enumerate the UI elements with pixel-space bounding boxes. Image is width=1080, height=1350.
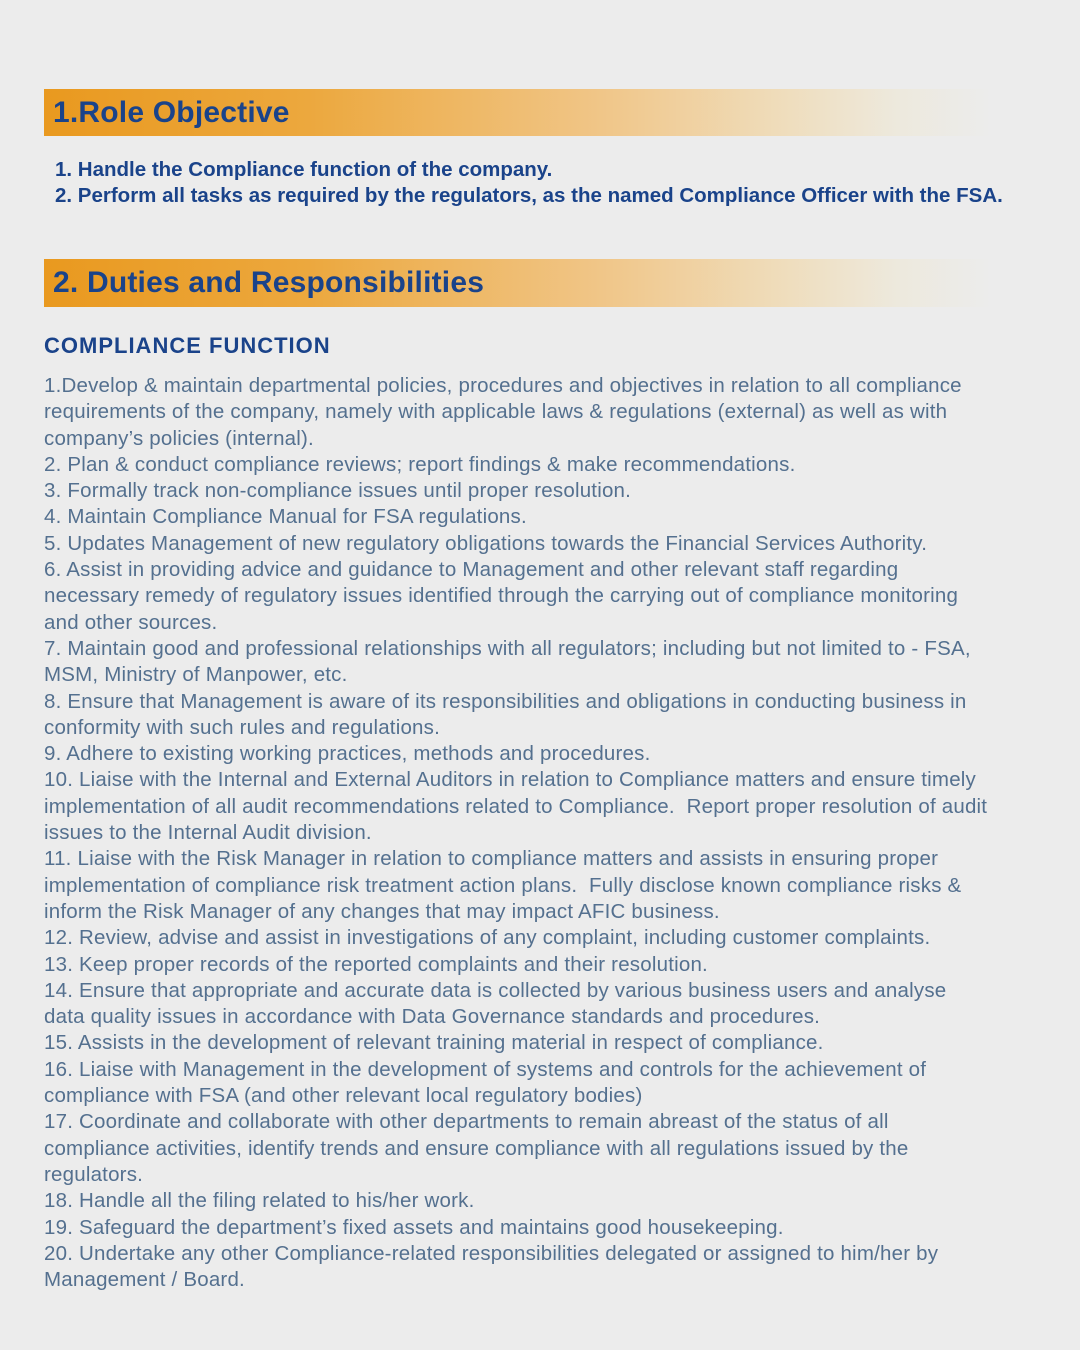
list-item: 18. Handle all the filing related to his/her work. — [44, 1189, 475, 1213]
role-objective-heading-bar — [44, 89, 992, 136]
list-item: 9. Adhere to existing working practices, methods and procedures. — [44, 742, 651, 766]
list-item: 5. Updates Management of new regulatory obligations towards the Financial Services Authority. — [44, 531, 928, 555]
list-item: 1.Develop & maintain departmental policies, procedures and objectives in relation to all compliance requirements of the company, namely with applicable laws & regulations (external) as well as with company’s policies (internal). — [44, 374, 968, 450]
list-item: 14. Ensure that appropriate and accurate data is collected by various business users and analyse data quality issues in accordance with Data Governance standards and procedures. — [44, 978, 953, 1029]
list-item: 20. Undertake any other Compliance-related responsibilities delegated or assigned to him/her by Management / Board. — [44, 1241, 945, 1292]
duties-heading: 2. Duties and Responsibilities — [53, 266, 485, 299]
duties-list — [44, 373, 992, 1293]
list-item: 6. Assist in providing advice and guidance to Management and other relevant staff regarding necessary remedy of regulatory issues identified through the carrying out of compliance monitoring and other sources. — [44, 558, 964, 634]
list-item: 12. Review, advise and assist in investigations of any complaint, including customer complaints. — [44, 926, 931, 950]
list-item: 17. Coordinate and collaborate with other departments to remain abreast of the status of all compliance activities, identify trends and ensure compliance with all regulations issued by the regulators. — [44, 1110, 915, 1186]
list-item: 19. Safeguard the department’s fixed assets and maintains good housekeeping. — [44, 1215, 784, 1239]
list-item: 1. Handle the Compliance function of the company. — [55, 158, 553, 181]
list-item: 8. Ensure that Management is aware of its responsibilities and obligations in conducting business in conformity with such rules and regulations. — [44, 689, 973, 739]
list-item: 7. Maintain good and professional relationships with all regulators; including but not limited to - FSA, MSM, Ministry of Manpower, etc. — [44, 636, 977, 687]
list-item: 10. Liaise with the Internal and External Auditors in relation to Compliance matters and ensure timely implementation of all audit recommendations related to Compliance. Report proper resolution of audit issues to the Internal Audit division. — [44, 768, 994, 845]
duties-section — [0, 259, 1080, 1293]
list-item: 2. Plan & conduct compliance reviews; report findings & make recommendations. — [44, 452, 796, 476]
role-objective-section — [0, 89, 1080, 209]
list-item: 3. Formally track non-compliance issues until proper resolution. — [44, 479, 632, 503]
list-item: 11. Liaise with the Risk Manager in relation to compliance matters and assists in ensuring proper implementation of compliance risk treatment action plans. Fully disclose known compliance risks & inform the Risk Manager of any changes that may impact AFIC business. — [44, 847, 968, 923]
compliance-function-subheading: COMPLIANCE FUNCTION — [44, 333, 331, 358]
duties-heading-bar — [44, 259, 992, 307]
list-item: 13. Keep proper records of the reported complaints and their resolution. — [44, 952, 708, 976]
list-item: 15. Assists in the development of relevant training material in respect of compliance. — [44, 1031, 824, 1055]
list-item: 16. Liaise with Management in the development of systems and controls for the achievement of compliance with FSA (and other relevant local regulatory bodies) — [44, 1057, 933, 1108]
list-item: 4. Maintain Compliance Manual for FSA regulations. — [44, 505, 527, 529]
role-objective-heading: 1.Role Objective — [53, 95, 290, 129]
role-objective-list — [55, 157, 1080, 209]
list-item: 2. Perform all tasks as required by the regulators, as the named Compliance Officer with the FSA. — [55, 184, 1003, 207]
